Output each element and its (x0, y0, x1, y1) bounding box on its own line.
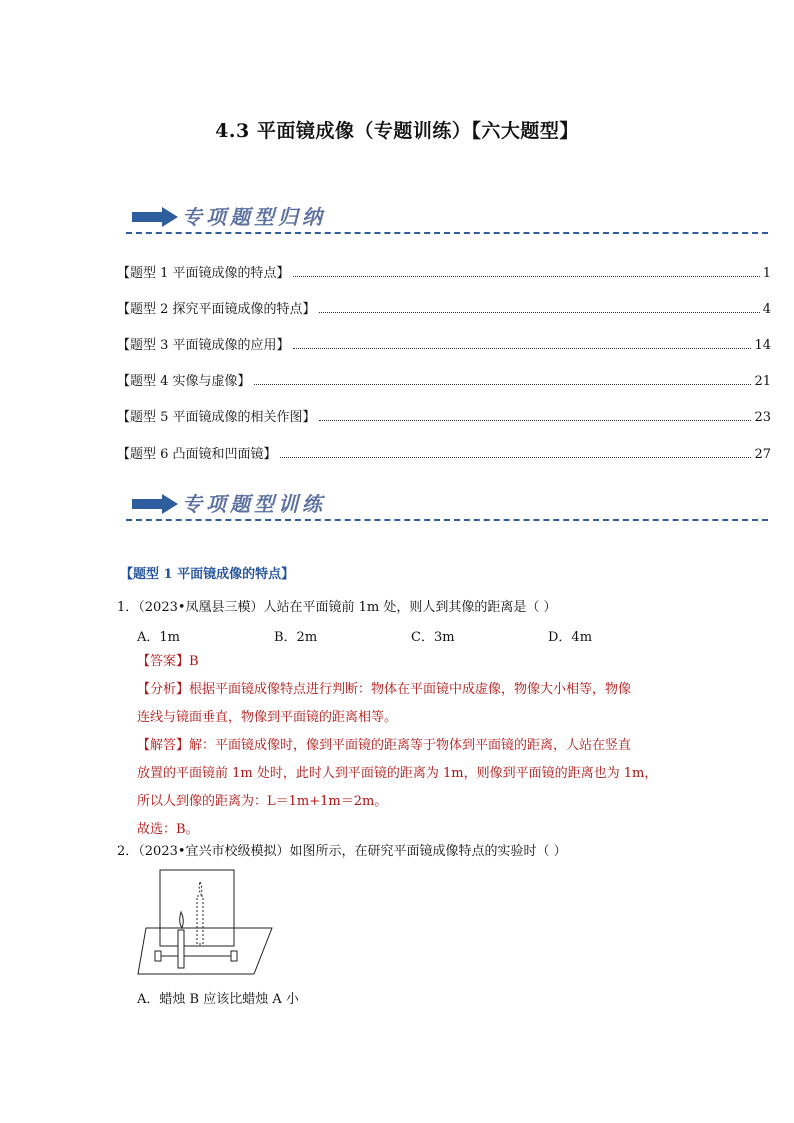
section-banner-summary (126, 199, 768, 235)
toc-leader (280, 456, 752, 458)
option-c: C．3m (411, 630, 455, 645)
toc-item-5[interactable] (117, 406, 771, 426)
toc-label: 【题型 2 探究平面镜成像的特点】 (117, 302, 316, 317)
toc-label: 【题型 4 实像与虚像】 (117, 374, 251, 389)
option-b: B．2m (274, 630, 318, 645)
toc-page: 27 (754, 447, 771, 462)
question-1-stem: 1．（2023•凤凰县三模）人站在平面镜前 1m 处，则人到其像的距离是（ ） (117, 600, 557, 615)
solution-tag: 【解答】 (137, 738, 190, 753)
section-banner-training (126, 486, 768, 522)
option-d: D．4m (548, 630, 593, 645)
solution-text-3: 所以人到像的距离为：L＝1m+1m＝2m。 (137, 794, 388, 809)
banner-divider (126, 519, 768, 521)
answer-line (137, 648, 697, 676)
toc-item-3[interactable] (117, 334, 771, 354)
toc-page: 14 (754, 338, 771, 353)
toc-item-1[interactable] (117, 262, 771, 282)
analysis-line (137, 676, 697, 704)
arrow-right-icon (132, 494, 178, 514)
question-1-options (137, 626, 737, 645)
toc-label: 【题型 6 凸面镜和凹面镜】 (117, 447, 277, 462)
toc-item-6[interactable] (117, 443, 771, 463)
arrow-right-icon (132, 207, 178, 227)
analysis-text-2: 连线与镜面垂直，物像到平面镜的距离相等。 (137, 710, 398, 725)
banner-label: 专项题型训练 (182, 492, 326, 516)
question-2-option-a: A．蜡烛 B 应该比蜡烛 A 小 (137, 992, 299, 1007)
toc-leader (254, 383, 752, 385)
mirror-experiment-figure (136, 868, 276, 980)
analysis-tag: 【分析】 (137, 682, 190, 697)
toc-label: 【题型 1 平面镜成像的特点】 (117, 266, 290, 281)
question-2-stem: 2．（2023•宜兴市校级模拟）如图所示，在研究平面镜成像特点的实验时（ ） (117, 844, 567, 859)
toc-page: 1 (762, 266, 771, 281)
solution-text-2: 放置的平面镜前 1m 处时，此时人到平面镜的距离为 1m，则像到平面镜的距离也为 1m， (137, 766, 658, 781)
choose-line: 故选：B。 (137, 822, 199, 837)
toc-leader (319, 419, 752, 421)
solution-line (137, 732, 697, 760)
toc-item-2[interactable] (117, 298, 771, 318)
option-a: A．1m (137, 630, 180, 645)
toc-leader (293, 347, 752, 349)
answer-tag: 【答案】 (137, 654, 190, 669)
banner-divider (126, 232, 768, 234)
page-title: 4.3 平面镜成像（专题训练）【六大题型】 (215, 120, 579, 142)
toc-leader (319, 311, 760, 313)
toc-page: 23 (754, 410, 771, 425)
toc-page: 4 (762, 302, 771, 317)
section-heading: 【题型 1 平面镜成像的特点】 (120, 567, 295, 582)
toc-label: 【题型 3 平面镜成像的应用】 (117, 338, 290, 353)
answer-block (137, 648, 697, 844)
analysis-text: 根据平面镜成像特点进行判断：物体在平面镜中成虚像，物像大小相等，物像 (189, 682, 632, 697)
answer-value: B (189, 654, 199, 669)
solution-text: 解：平面镜成像时，像到平面镜的距离等于物体到平面镜的距离，人站在竖直 (189, 738, 632, 753)
banner-label: 专项题型归纳 (182, 205, 326, 229)
toc-label: 【题型 5 平面镜成像的相关作图】 (117, 410, 316, 425)
toc-leader (293, 275, 760, 277)
toc-item-4[interactable] (117, 370, 771, 390)
toc-page: 21 (754, 374, 771, 389)
